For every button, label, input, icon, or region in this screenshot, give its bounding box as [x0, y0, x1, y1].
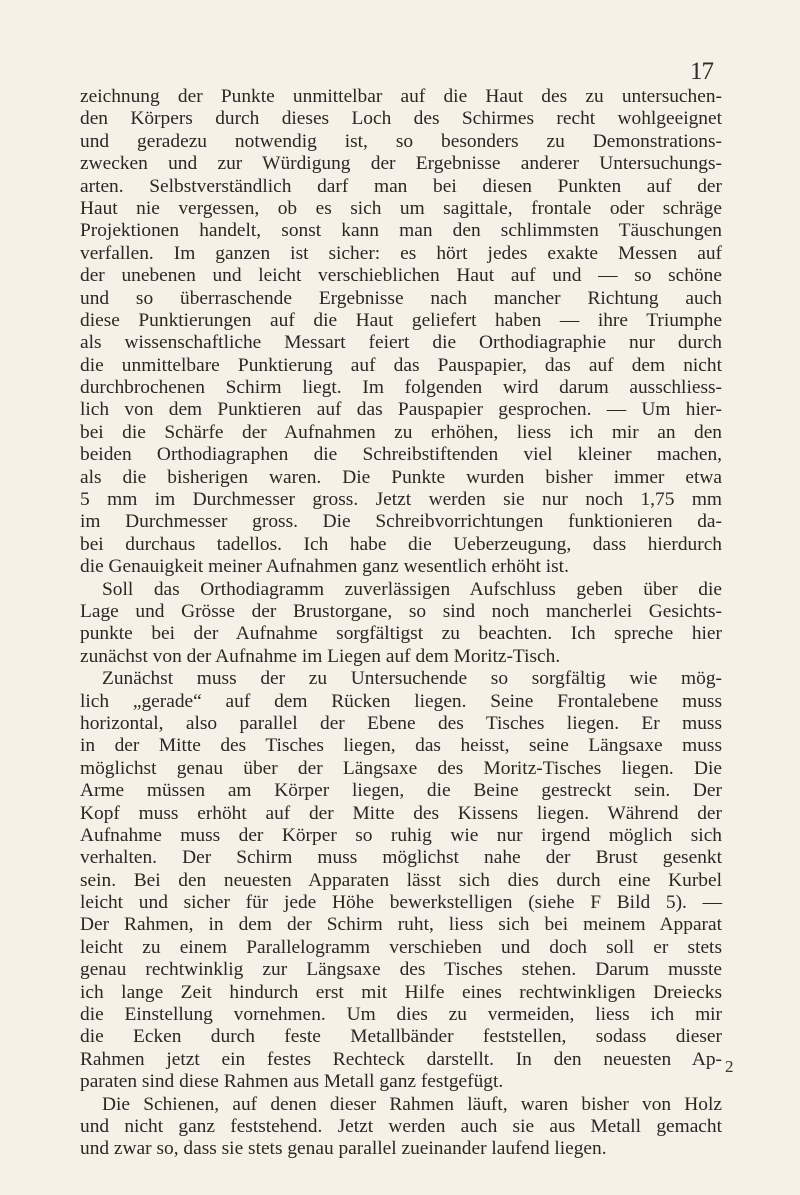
text-line: lich „gerade“ auf dem Rücken liegen. Seine Frontalebene muss: [80, 690, 722, 712]
text-line: Haut nie vergessen, ob es sich um sagittale, frontale oder schräge: [80, 197, 722, 219]
text-line: leicht und sicher für jede Höhe bewerkstelligen (siehe F Bild 5). —: [80, 892, 722, 914]
text-line: der unebenen und leicht verschieblichen Haut auf und — so schöne: [80, 265, 722, 287]
text-line: verfallen. Im ganzen ist sicher: es hört jedes exakte Messen auf: [80, 242, 722, 264]
text-line: zwecken und zur Würdigung der Ergebnisse anderer Untersuchungs-: [80, 153, 722, 175]
text-line: die unmittelbare Punktierung auf das Pauspapier, das auf dem nicht: [80, 354, 722, 376]
text-line: verhalten. Der Schirm muss möglichst nahe der Brust gesenkt: [80, 847, 722, 869]
text-line: Zunächst muss der zu Untersuchende so sorgfältig wie mög-: [102, 668, 722, 690]
text-line: Soll das Orthodiagramm zuverlässigen Aufschluss geben über die: [102, 578, 722, 600]
text-line: Kopf muss erhöht auf der Mitte des Kissens liegen. Während der: [80, 802, 722, 824]
body-text: [80, 86, 722, 1161]
text-line: und geradezu notwendig ist, so besonders zu Demonstrations-: [80, 130, 722, 152]
text-line: bei die Schärfe der Aufnahmen zu erhöhen, liess ich mir an den: [80, 421, 722, 443]
text-line: ich lange Zeit hindurch erst mit Hilfe eines rechtwinkligen Dreiecks: [80, 981, 722, 1003]
text-line: die Einstellung vornehmen. Um dies zu vermeiden, liess ich mir: [80, 1004, 722, 1026]
text-line: im Durchmesser gross. Die Schreibvorrichtungen funktionieren da-: [80, 511, 722, 533]
text-line: als wissenschaftliche Messart feiert die Orthodiagraphie nur durch: [80, 332, 722, 354]
text-line: 5 mm im Durchmesser gross. Jetzt werden sie nur noch 1,75 mm: [80, 489, 722, 511]
text-line: lich von dem Punktieren auf das Pauspapier gesprochen. — Um hier-: [80, 399, 722, 421]
text-line: und zwar so, dass sie stets genau parallel zueinander laufend liegen.: [80, 1138, 607, 1160]
text-line: Der Rahmen, in dem der Schirm ruht, liess sich bei meinem Apparat: [80, 914, 722, 936]
text-line: genau rechtwinklig zur Längsaxe des Tisches stehen. Darum musste: [80, 959, 722, 981]
text-line: horizontal, also parallel der Ebene des Tisches liegen. Er muss: [80, 712, 722, 734]
text-line: den Körpers durch dieses Loch des Schirmes recht wohlgeeignet: [80, 108, 722, 130]
page-number: 17: [690, 58, 713, 85]
text-line: Die Schienen, auf denen dieser Rahmen läuft, waren bisher von Holz: [102, 1093, 722, 1115]
text-line: in der Mitte des Tisches liegen, das heisst, seine Längsaxe muss: [80, 735, 722, 757]
text-line: und so überraschende Ergebnisse nach mancher Richtung auch: [80, 287, 722, 309]
text-line: als die bisherigen waren. Die Punkte wurden bisher immer etwa: [80, 466, 722, 488]
text-line: bei durchaus tadellos. Ich habe die Ueberzeugung, dass hierdurch: [80, 533, 722, 555]
text-line: punkte bei der Aufnahme sorgfältigst zu beachten. Ich spreche hier: [80, 623, 722, 645]
text-line: durchbrochenen Schirm liegt. Im folgenden wird darum ausschliess-: [80, 377, 722, 399]
text-line: Projektionen handelt, sonst kann man den schlimmsten Täuschungen: [80, 220, 722, 242]
text-line: die Ecken durch feste Metallbänder feststellen, sodass dieser: [80, 1026, 722, 1048]
text-line: Arme müssen am Körper liegen, die Beine gestreckt sein. Der: [80, 780, 722, 802]
signature-mark: 2: [725, 1057, 734, 1076]
text-line: sein. Bei den neuesten Apparaten lässt sich dies durch eine Kurbel: [80, 869, 722, 891]
text-line: diese Punktierungen auf die Haut geliefert haben — ihre Triumphe: [80, 309, 722, 331]
text-line: leicht zu einem Parallelogramm verschieben und doch soll er stets: [80, 936, 722, 958]
text-line: Lage und Grösse der Brustorgane, so sind noch mancherlei Gesichts-: [80, 600, 722, 622]
text-line: Aufnahme muss der Körper so ruhig wie nur irgend möglich sich: [80, 824, 722, 846]
text-line: zeichnung der Punkte unmittelbar auf die Haut des zu untersuchen-: [80, 86, 722, 107]
text-line: die Genauigkeit meiner Aufnahmen ganz wesentlich erhöht ist.: [80, 556, 569, 578]
text-line: beiden Orthodiagraphen die Schreibstiftenden viel kleiner machen,: [80, 444, 722, 466]
text-line: zunächst von der Aufnahme im Liegen auf dem Moritz-Tisch.: [80, 645, 561, 667]
text-line: und nicht ganz feststehend. Jetzt werden auch sie aus Metall gemacht: [80, 1115, 722, 1137]
text-line: paraten sind diese Rahmen aus Metall ganz festgefügt.: [80, 1071, 504, 1093]
text-line: möglichst genau über der Längsaxe des Moritz-Tisches liegen. Die: [80, 757, 722, 779]
text-line: arten. Selbstverständlich darf man bei diesen Punkten auf der: [80, 175, 722, 197]
text-line: Rahmen jetzt ein festes Rechteck darstellt. In den neuesten Ap-: [80, 1048, 722, 1070]
